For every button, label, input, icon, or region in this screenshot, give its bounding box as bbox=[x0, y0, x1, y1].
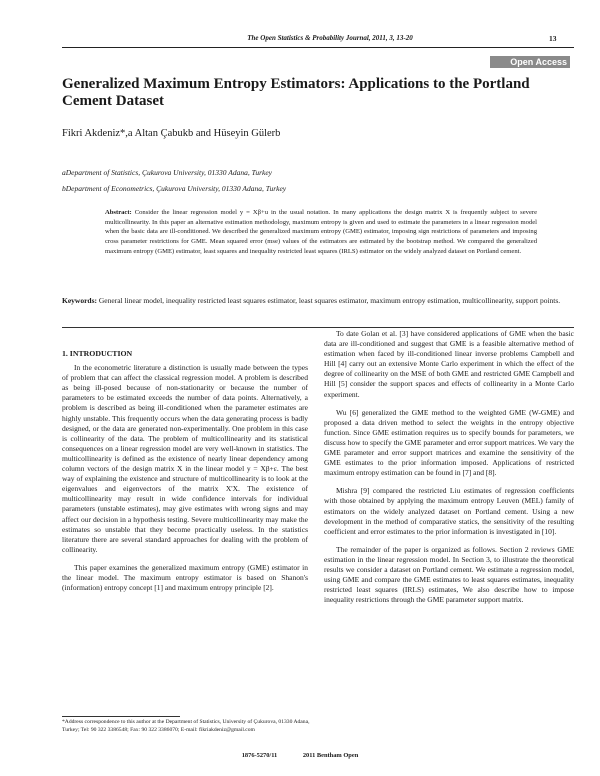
affiliation-b: bDepartment of Econometrics, Çukurova University, 01330 Adana, Turkey bbox=[62, 184, 287, 193]
footnote-rule bbox=[62, 716, 180, 717]
paragraph: Wu [6] generalized the GME method to the weighted GME (W-GME) and proposed a data driven method to select the weights in the entropy objective function. Since GME estimation requires us to specify bounds for parameters, we discuss how to specify the GME parameter and error support matrices. We vary the GME parameter and error support matrices and examine the sensitivity of the GME estimates to the prior information imposed. Applications of restricted maximum entropy estimation can be found in [7] and [8]. bbox=[324, 407, 574, 478]
affiliation-a: aDepartment of Statistics, Çukurova University, 01330 Adana, Turkey bbox=[62, 168, 272, 177]
article-title: Generalized Maximum Entropy Estimators: Applications to the Portland Cement Dataset bbox=[62, 76, 530, 109]
paragraph: This paper examines the generalized maximum entropy (GME) estimator in the linear model. The maximum entropy estimator is based on Shanon's (information) entropy concept [1] and maximum entropy principle [2]. bbox=[62, 562, 308, 593]
keywords-text: General linear model, inequality restricted least squares estimator, least squares estimator, maximum entropy estimation, multicollinearity, support points. bbox=[98, 296, 561, 305]
author-list: Fikri Akdeniz*,a Altan Çabukb and Hüseyin Gülerb bbox=[62, 128, 281, 139]
right-column bbox=[324, 329, 574, 605]
left-column bbox=[62, 349, 308, 593]
section-heading: 1. INTRODUCTION bbox=[62, 349, 133, 358]
paragraph: The remainder of the paper is organized as follows. Section 2 reviews GME estimation in the linear regression model. In Section 3, to illustrate the theoretical results we consider a dataset on Portland cement. We estimate a regression model, using GME and compare the GME estimates to least squares estimates, inequality restricted least squares (IRLS) estimates, We also describe how to impose inequality restrictions through the GME parameter support matrix. bbox=[324, 544, 574, 605]
page-number: 13 bbox=[549, 34, 557, 43]
page-footer bbox=[0, 752, 600, 759]
correspondence-footnote: *Address correspondence to this author at the Department of Statistics, University of Çukurova, 01330 Adana, Turkey; Tel: 90 322 3386548; Fax: 90 322 3386070; E-mail: fikriakdeniz@gmail.com bbox=[62, 719, 310, 734]
header-rule bbox=[62, 47, 574, 48]
paragraph: Mishra [9] compared the restricted Liu estimates of regression coefficients with those obtained by applying the maximum entropy Leuven (MEL) family of estimators on the widely analyzed dataset on Portland cement. Using a new development in the method of comparative statics, the sensitivity of the resulting coefficient and error estimates to the prior information is investigated in [10]. bbox=[324, 486, 574, 536]
publisher-copyright: 2011 Bentham Open bbox=[302, 752, 359, 759]
abstract-text: Consider the linear regression model y = Xβ+u in the usual notation. In many applications the design matrix X is frequently subject to severe multicollinearity. In this paper an alternative estimation methodology, maximum entropy is given and used to estimate the parameters in a linear regression model when the basic data are ill-conditioned. We described the generalized maximum entropy (GME) estimator, imposing sign restrictions of parameters and imposing cross parameter restrictions for GME. Mean squared error (mse) values of the estimators are estimated by the bootstrap method. We compared the generalized maximum entropy (GME) estimator, least squares and inequality restricted least squares (IRLS) estimator on the widely analyzed dataset on Portland cement. bbox=[105, 209, 538, 255]
abstract-label: Abstract: bbox=[105, 209, 132, 216]
open-access-badge: Open Access bbox=[490, 56, 570, 68]
keywords bbox=[62, 296, 574, 307]
paragraph: In the econometric literature a distinction is usually made between the types of problem that can affect the classical regression model. A problem is described as being ill-posed because of non-stationarity or because the number of parameters to be estimated exceeds the number of data points. Alternatively, a problem is described as being ill-conditioned when the parameter estimates are highly unstable. This frequently occurs when the data generating process is badly designed, or the data are generated non-experimentally. One problem in this case is collinearity of the data. The problem of multicollinearity and its statistical consequences on a linear regression model are very well-known in statistics. The multicollinearity is defined as the existence of nearly linear dependency among column vectors of the design matrix X in the linear model y = Xβ+ε. The best way of explaining the existence and structure of multicollinearity is to look at the eigenvalues and eigenvectors of the matrix X'X. The existence of multicollinearity may result in wide confidence intervals for individual parameters (unstable estimates), may give estimates with wrong signs and may affect our decision in a hypothesis testing. Severe multicollinearity may make the estimates so unstable that they become practically useless. In the statistics literature there are several standard approaches for dealing with the problem of collinearity. bbox=[62, 363, 308, 554]
running-head: The Open Statistics & Probability Journal, 2011, 3, 13-20 bbox=[247, 34, 413, 42]
keywords-rule bbox=[62, 327, 574, 328]
paragraph: To date Golan et al. [3] have considered applications of GME when the basic data are ill-conditioned and suggest that GME is a feasible alternative method of estimation when faced by ill-conditioned linear inverse problems Campbell and Hill [4] carry out an extensive Monte Carlo experiment in which the effect of the degree of collinearity on the MSE of both GME and restricted GME Campbell and Hill [5] consider the support spaces and effects of collinearity in a Monte Carlo experiment. bbox=[324, 329, 574, 399]
keywords-label: Keywords: bbox=[62, 296, 97, 305]
abstract bbox=[105, 208, 537, 257]
issn: 1876-5270/11 bbox=[241, 752, 278, 759]
